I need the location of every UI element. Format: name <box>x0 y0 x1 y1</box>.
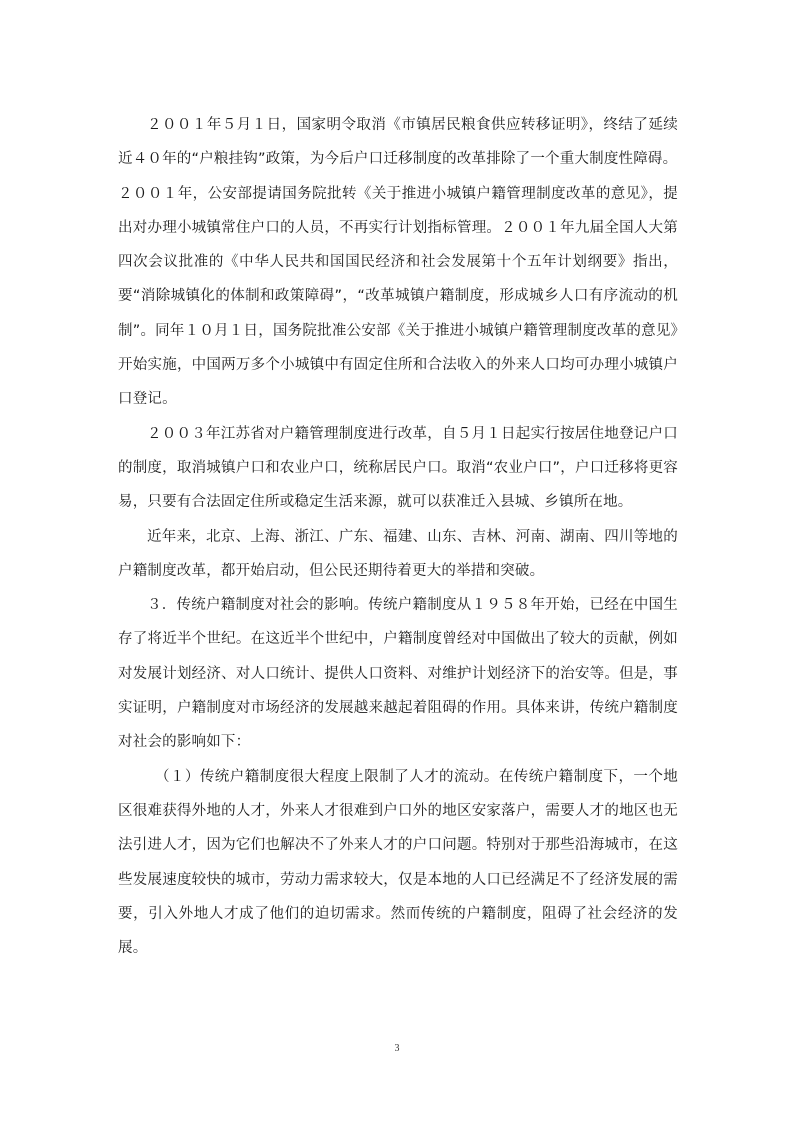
paragraph-talent-mobility: （１）传统户籍制度很大程度上限制了人才的流动。在传统户籍制度下，一个地区很难获得外地的人才，外来人才很难到户口外的地区安家落户，需要人才的地区也无法引进人才，因为它们也解决不了外来人才的户口问题。特别对于那些沿海城市，在这些发展速度较快的城市，劳动力需求较大，仅是本地的人口已经满足不了经济发展的需要，引入外地人才成了他们的迫切需求。然而传统的户籍制度，阻碍了社会经济的发展。 <box>118 768 678 957</box>
paragraph-social-impact: ３．传统户籍制度对社会的影响。传统户籍制度从１９５８年开始，已经在中国生存了将近半个世纪。在这近半个世纪中，户籍制度曾经对中国做出了较大的贡献，例如对发展计划经济、对人口统计、提供人口资料、对维护计划经济下的治安等。但是，事实证明，户籍制度对市场经济的发展越来越起着阻碍的作用。具体来讲，传统户籍制度对社会的影响如下： <box>118 597 678 751</box>
paragraph-small-town-reform: ２００１年，公安部提请国务院批转《关于推进小城镇户籍管理制度改革的意见》，提出对办理小城镇常住户口的人员，不再实行计划指标管理。２００１年九届全国人大第四次会议批准的《中华人民共和国国民经济和社会发展第十个五年计划纲要》指出，要“消除城镇化的体制和政策障碍”，“改革城镇户籍制度，形成城乡人口有序流动的机制”。同年１０月１日，国务院批准公安部《关于推进小城镇户籍管理制度改革的意见》开始实施，中国两万多个小城镇中有固定住所和合法收入的外来人口均可办理小城镇户口登记。 <box>118 185 678 408</box>
paragraph-grain-certificate: ２００１年５月１日，国家明令取消《市镇居民粮食供应转移证明》，终结了延续近４０年的“户粮挂钩”政策，为今后户口迁移制度的改革排除了一个重大制度性障碍。 <box>118 117 678 168</box>
paragraph-regional-reforms: 近年来，北京、上海、浙江、广东、福建、山东、吉林、河南、湖南、四川等地的户籍制度改革，都开始启动，但公民还期待着更大的举措和突破。 <box>118 528 678 579</box>
document-body <box>118 108 678 965</box>
paragraph-jiangsu-reform: ２００３年江苏省对户籍管理制度进行改革，自５月１日起实行按居住地登记户口的制度，取消城镇户口和农业户口，统称居民户口。取消“农业户口”，户口迁移将更容易，只要有合法固定住所或稳定生活来源，就可以获准迁入县城、乡镇所在地。 <box>118 425 678 511</box>
page-number: 3 <box>394 1043 400 1054</box>
